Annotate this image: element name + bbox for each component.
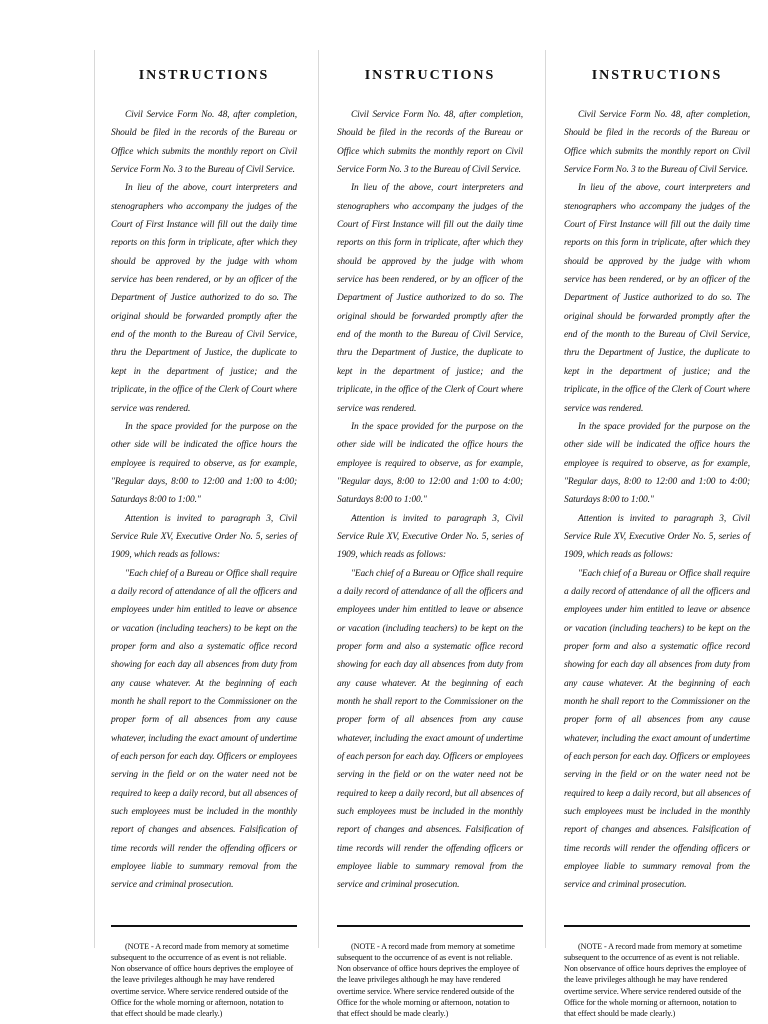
paragraph-office-hours: In the space provided for the purpose on the other side will be indicated the office hours the employee is required to observe, as for example, "Regular days, 8:00 to 12:00 and 1:00 to 4:00; Saturdays 8:00 to 1:00." bbox=[337, 421, 523, 506]
paragraph-office-hours: In the space provided for the purpose on the other side will be indicated the office hours the employee is required to observe, as for example, "Regular days, 8:00 to 12:00 and 1:00 to 4:00; Saturdays 8:00 to 1:00." bbox=[111, 421, 297, 506]
note-divider bbox=[564, 925, 750, 927]
instructions-title: INSTRUCTIONS bbox=[591, 68, 723, 83]
paragraph-quoted-rule: "Each chief of a Bureau or Office shall require a daily record of attendance of all the officers and employees under him entitled to leave or absence or vacation (including teachers) to be kept on the proper form and also a systematic office record showing for each day all absences from duty from any cause whatever. At the beginning of each month he shall report to the Commissioner on the proper form of all absences from any cause whatever, including the exact amount of undertime of each person for each day. Officers or employees serving in the field or on the water need not be required to keep a daily record, but all absences of such employees must be included in the monthly report of changes and absences. Falsification of time records will render the offending officers or employee liable to summary removal from the service and criminal prosecution. bbox=[337, 568, 523, 891]
paragraph-form-filing: Civil Service Form No. 48, after completion, Should be filed in the records of the Bureau or Office which submits the monthly report on Civil Service Form No. 3 to the Bureau of Civil Service. bbox=[337, 110, 523, 176]
paragraph-attention: Attention is invited to paragraph 3, Civil Service Rule XV, Executive Order No. 5, series of 1909, which reads as follows: bbox=[111, 513, 297, 561]
instructions-column-1 bbox=[111, 66, 297, 1019]
instructions-body bbox=[337, 106, 523, 895]
paragraph-form-filing: Civil Service Form No. 48, after completion, Should be filed in the records of the Bureau or Office which submits the monthly report on Civil Service Form No. 3 to the Bureau of Civil Service. bbox=[564, 110, 750, 176]
paragraph-court-interpreters: In lieu of the above, court interpreters and stenographers who accompany the judges of the Court of First Instance will fill out the daily time reports on this form in triplicate, after which they should be approved by the judge with whom service has been rendered, or by an officer of the Department of Justice authorized to do so. The original should be forwarded promptly after the end of the month to the Bureau of Civil Service, thru the Department of Justice, the duplicate to kept in the department of justice; and the triplicate, in the office of the Clerk of Court where service was rendered. bbox=[337, 183, 523, 414]
column-divider-line bbox=[318, 50, 319, 948]
paragraph-form-filing: Civil Service Form No. 48, after completion, Should be filed in the records of the Bureau or Office which submits the monthly report on Civil Service Form No. 3 to the Bureau of Civil Service. bbox=[111, 110, 297, 176]
note-text: (NOTE - A record made from memory at sometime subsequent to the occurrence of as event is not reliable. Non observance of office hours deprives the employee of the leave privileges although he may have rendered overtime service. Where service rendered outside of the Office for the whole morning or afternoon, notation to that effect should be made clearly.) bbox=[564, 941, 747, 1018]
paragraph-attention: Attention is invited to paragraph 3, Civil Service Rule XV, Executive Order No. 5, series of 1909, which reads as follows: bbox=[337, 513, 523, 561]
paragraph-attention: Attention is invited to paragraph 3, Civil Service Rule XV, Executive Order No. 5, series of 1909, which reads as follows: bbox=[564, 513, 750, 561]
paragraph-court-interpreters: In lieu of the above, court interpreters and stenographers who accompany the judges of the Court of First Instance will fill out the daily time reports on this form in triplicate, after which they should be approved by the judge with whom service has been rendered, or by an officer of the Department of Justice authorized to do so. The original should be forwarded promptly after the end of the month to the Bureau of Civil Service, thru the Department of Justice, the duplicate to kept in the department of justice; and the triplicate, in the office of the Clerk of Court where service was rendered. bbox=[111, 183, 297, 414]
column-divider-line bbox=[94, 50, 95, 948]
instructions-column-3 bbox=[564, 66, 750, 1019]
note-divider bbox=[337, 925, 523, 927]
column-divider-line bbox=[545, 50, 546, 948]
paragraph-office-hours: In the space provided for the purpose on the other side will be indicated the office hours the employee is required to observe, as for example, "Regular days, 8:00 to 12:00 and 1:00 to 4:00; Saturdays 8:00 to 1:00." bbox=[564, 421, 750, 506]
paragraph-court-interpreters: In lieu of the above, court interpreters and stenographers who accompany the judges of the Court of First Instance will fill out the daily time reports on this form in triplicate, after which they should be approved by the judge with whom service has been rendered, or by an officer of the Department of Justice authorized to do so. The original should be forwarded promptly after the end of the month to the Bureau of Civil Service, thru the Department of Justice, the duplicate to kept in the department of justice; and the triplicate, in the office of the Clerk of Court where service was rendered. bbox=[564, 183, 750, 414]
note-text: (NOTE - A record made from memory at sometime subsequent to the occurrence of as event is not reliable. Non observance of office hours deprives the employee of the leave privileges although he may have rendered overtime service. Where service rendered outside of the Office for the whole morning or afternoon, notation to that effect should be made clearly.) bbox=[111, 941, 294, 1018]
instructions-column-2 bbox=[337, 66, 523, 1019]
paragraph-quoted-rule: "Each chief of a Bureau or Office shall require a daily record of attendance of all the officers and employees under him entitled to leave or absence or vacation (including teachers) to be kept on the proper form and also a systematic office record showing for each day all absences from duty from any cause whatever. At the beginning of each month he shall report to the Commissioner on the proper form of all absences from any cause whatever, including the exact amount of undertime of each person for each day. Officers or employees serving in the field or on the water need not be required to keep a daily record, but all absences of such employees must be included in the monthly report of changes and absences. Falsification of time records will render the offending officers or employee liable to summary removal from the service and criminal prosecution. bbox=[111, 568, 297, 891]
instructions-title: INSTRUCTIONS bbox=[364, 68, 496, 83]
note-text: (NOTE - A record made from memory at sometime subsequent to the occurrence of as event is not reliable. Non observance of office hours deprives the employee of the leave privileges although he may have rendered overtime service. Where service rendered outside of the Office for the whole morning or afternoon, notation to that effect should be made clearly.) bbox=[337, 941, 520, 1018]
instructions-body bbox=[111, 106, 297, 895]
paragraph-quoted-rule: "Each chief of a Bureau or Office shall require a daily record of attendance of all the officers and employees under him entitled to leave or absence or vacation (including teachers) to be kept on the proper form and also a systematic office record showing for each day all absences from duty from any cause whatever. At the beginning of each month he shall report to the Commissioner on the proper form of all absences from any cause whatever, including the exact amount of undertime of each person for each day. Officers or employees serving in the field or on the water need not be required to keep a daily record, but all absences of such employees must be included in the monthly report of changes and absences. Falsification of time records will render the offending officers or employee liable to summary removal from the service and criminal prosecution. bbox=[564, 568, 750, 891]
note-divider bbox=[111, 925, 297, 927]
instructions-body bbox=[564, 106, 750, 895]
instructions-title: INSTRUCTIONS bbox=[138, 68, 270, 83]
